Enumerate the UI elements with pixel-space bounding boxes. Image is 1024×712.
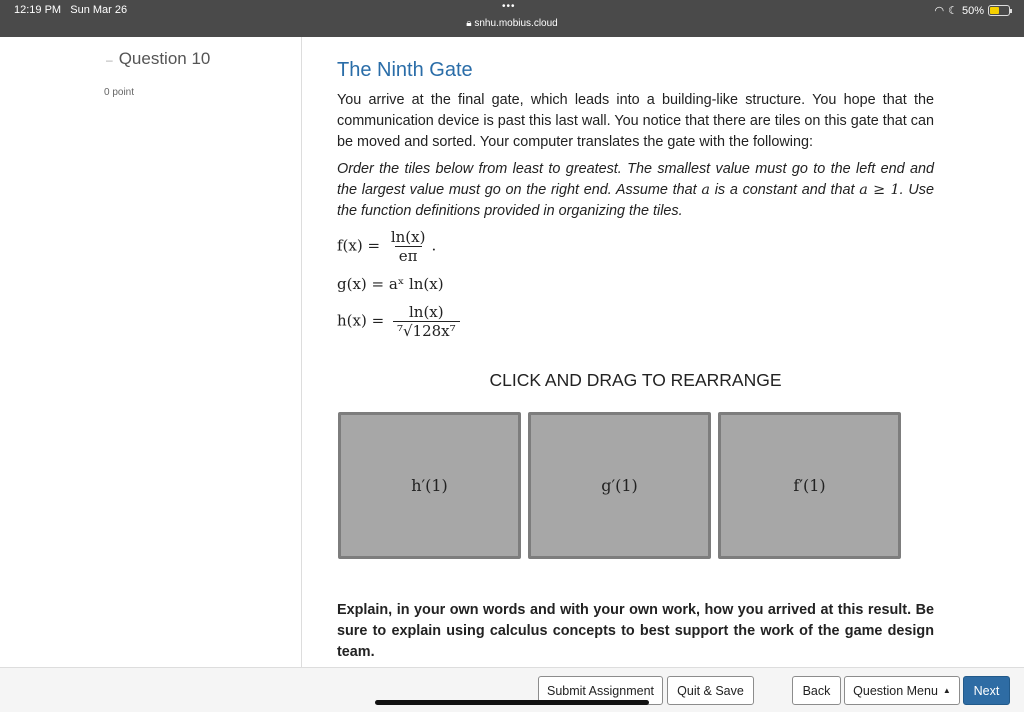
instruction-paragraph [337, 159, 934, 222]
question-label: Question 10 [118, 49, 211, 68]
instruction-text-3: . Use the function definitions provided in organizing the tiles. [337, 182, 934, 219]
back-button[interactable]: Back [792, 676, 841, 705]
caret-up-icon: ▲ [942, 686, 951, 695]
instruction-inequality: a ≥ 1 [859, 182, 900, 198]
instruction-text-2: is a constant and that [709, 182, 860, 198]
equation-h [337, 303, 464, 340]
f-denominator: eπ [395, 246, 422, 265]
tile-g-prime[interactable]: g′(1) [528, 412, 711, 559]
footer-toolbar [0, 667, 1024, 712]
intro-paragraph: You arrive at the final gate, which leads into a building-like structure. You hope that the communication device is past this last wall. You notice that there are tiles on this gate that can be moved and sorted. Your computer translates the gate with the following: [337, 92, 934, 150]
moon-icon: ☾ [948, 5, 958, 17]
status-indicators [934, 4, 1010, 17]
instruction-var: a [701, 182, 710, 198]
url-text: snhu.mobius.cloud [474, 18, 558, 29]
f-numerator: ln(x) [390, 228, 426, 246]
page-title: The Ninth Gate [337, 59, 473, 81]
status-bar [0, 0, 1024, 37]
more-dots-icon[interactable]: ••• [502, 1, 516, 12]
h-fraction [393, 303, 460, 340]
tile-f-prime[interactable]: f′(1) [718, 412, 901, 559]
quit-save-button[interactable]: Quit & Save [667, 676, 754, 705]
lock-icon: 🔒︎ [466, 18, 472, 29]
h-numerator: ln(x) [408, 303, 444, 321]
instruction-text-1: Order the tiles below from least to greatest. The smallest value must go to the left end and the largest value must go on the right end. Assume that [337, 161, 934, 198]
h-lhs: h(x) = [337, 311, 385, 330]
battery-percent: 50% [961, 4, 984, 17]
url-bar[interactable] [0, 18, 1024, 29]
tile-h-prime[interactable]: h′(1) [338, 412, 521, 559]
wifi-icon: ◠ [934, 5, 945, 17]
drag-instruction: CLICK AND DRAG TO REARRANGE [489, 370, 782, 390]
next-button[interactable]: Next [963, 676, 1010, 705]
battery-icon [988, 5, 1010, 16]
question-sidebar [0, 37, 302, 667]
date-text: Sun Mar 26 [70, 4, 128, 16]
equation-f [337, 228, 436, 265]
status-time [14, 4, 127, 16]
equation-g: g(x) = aˣ ln(x) [337, 275, 444, 293]
question-points: 0 point [104, 87, 135, 98]
question-menu-button[interactable] [844, 676, 960, 705]
explain-prompt: Explain, in your own words and with your own work, how you arrived at this result. Be sure to explain using calculus concepts to best support the work of the game design team. [337, 602, 934, 660]
home-indicator[interactable] [375, 700, 649, 705]
collapse-dash-icon: – [106, 53, 113, 67]
question-menu-label: Question Menu [853, 683, 938, 698]
submit-assignment-button[interactable]: Submit Assignment [538, 676, 663, 705]
question-heading[interactable] [106, 49, 210, 69]
h-denominator: ⁷√128x⁷ [393, 321, 460, 340]
tile-sorter [338, 412, 903, 560]
f-tail: . [431, 236, 437, 255]
time-text: 12:19 PM [14, 4, 62, 16]
f-lhs: f(x) = [337, 236, 381, 255]
f-fraction [389, 228, 428, 265]
